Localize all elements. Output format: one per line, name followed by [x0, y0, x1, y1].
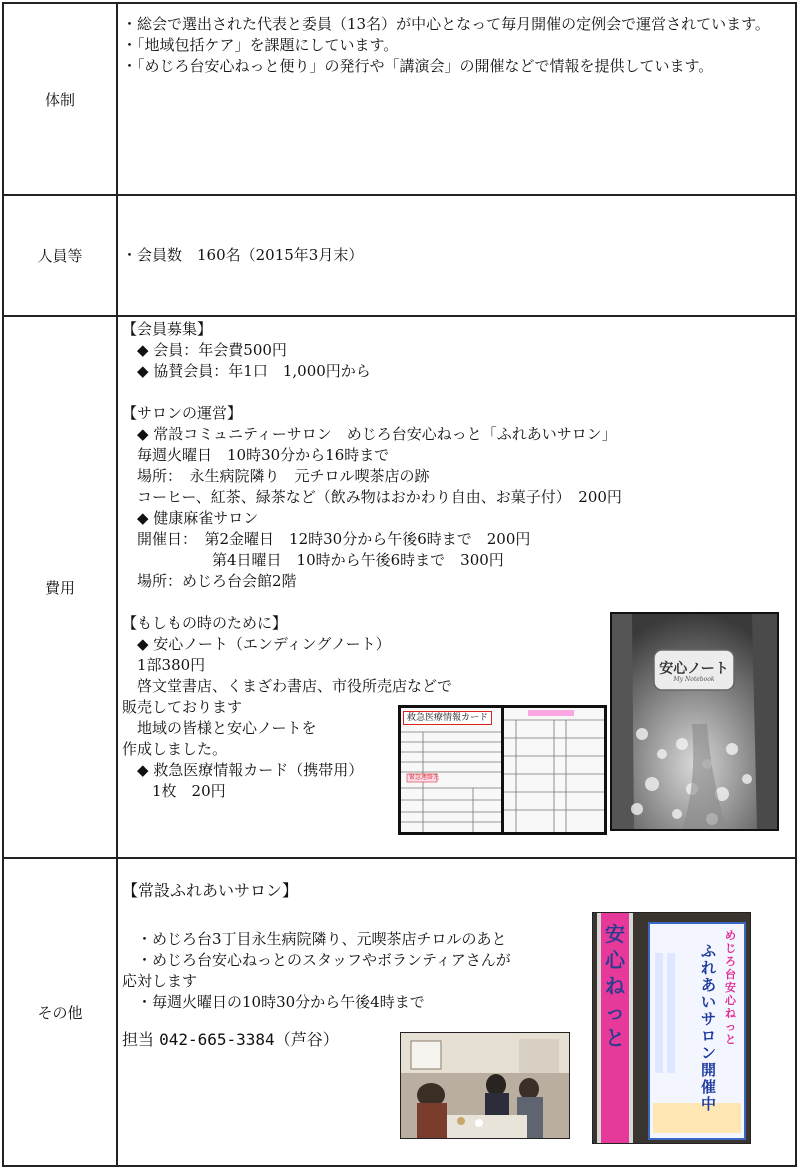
taisei-line: ・「地域包括ケア」を課題にしています。: [122, 36, 399, 54]
row-sonota: [3, 858, 796, 1166]
hiyou-line: [122, 592, 795, 613]
label-sonota: その他: [3, 858, 117, 1166]
taisei-line: ・「めじろ台安心ねっと便り」の発行や「講演会」の開催などで情報を提供しています。: [122, 57, 714, 75]
hiyou-line: 地域の皆様と安心ノートを: [122, 719, 317, 737]
card-contact-label: 緊急連絡先: [409, 774, 440, 781]
taisei-text: [118, 4, 795, 77]
hiyou-line: 開催日： 第2金曜日 12時30分から午後6時まで 200円: [122, 530, 531, 548]
hiyou-line: 場所： 永生病院隣り 元チロル喫茶店の跡: [122, 467, 430, 485]
note-cover-graphic: [612, 614, 777, 829]
anshin-note-image: [610, 612, 779, 831]
sonota-line: 応対します: [122, 972, 198, 990]
sonota-line: ・毎週火曜日の10時30分から午後4時まで: [122, 993, 425, 1011]
contact-prefix: 担当: [122, 1030, 160, 1049]
contact-phone: 042-665-3384: [159, 1030, 275, 1049]
contact-name: （芦谷）: [274, 1030, 339, 1049]
hiyou-line: 毎週火曜日 10時30分から16時まで: [122, 446, 390, 464]
hiyou-line: 作成しました。: [122, 740, 228, 758]
hiyou-line: ◆ 健康麻雀サロン: [122, 509, 259, 527]
emergency-card-back-image: [501, 705, 607, 835]
hiyou-line: 場所：めじろ台会館2階: [122, 572, 297, 590]
banner-text: 安心ねっと: [605, 922, 625, 1050]
label-taisei: 体制: [3, 3, 117, 195]
row-jinin: [3, 195, 796, 316]
sonota-heading: 【常設ふれあいサロン】: [122, 881, 299, 900]
hiyou-line: 【サロンの運営】: [122, 404, 243, 422]
card-title: 救急医療情報カード: [403, 711, 492, 725]
card-back-graphic: [504, 708, 604, 832]
hiyou-line: 第4日曜日 10時から午後6時まで 300円: [122, 551, 504, 569]
content-taisei: [117, 3, 796, 195]
hiyou-line: コーヒー、紅茶、緑茶など（飲み物はおかわり自由、お菓子付） 200円: [122, 488, 622, 506]
sonota-line: ・めじろ台3丁目永生病院隣り、元喫茶店チロルのあと: [122, 930, 507, 948]
hiyou-line: ◆ 安心ノート（エンディングノート）: [122, 635, 391, 653]
content-sonota: [117, 858, 796, 1166]
note-title: 安心ノート: [659, 661, 729, 677]
sign-main-text: ふれあいサロン開催中: [701, 942, 717, 1113]
note-subtitle: My Notebook: [673, 676, 715, 683]
content-hiyou: [117, 316, 796, 858]
row-taisei: [3, 3, 796, 195]
hiyou-line: 【もしもの時のために】: [122, 614, 288, 632]
hiyou-line: 販売しております: [122, 698, 243, 716]
sonota-line: ・めじろ台安心ねっとのスタッフやボランティアさんが: [122, 951, 511, 969]
hiyou-line: ◆ 救急医療情報カード（携帯用）: [122, 761, 364, 779]
hiyou-line: ◆ 会員：年会費500円: [122, 341, 287, 359]
emergency-card-image: [398, 705, 504, 835]
salon-photo: [400, 1032, 570, 1139]
label-jinin: 人員等: [3, 195, 117, 316]
salon-photo-graphic: [401, 1033, 569, 1138]
jinin-text: ・会員数 160名（2015年3月末）: [122, 246, 364, 264]
info-table: [2, 2, 797, 1167]
salon-sign-photo: [592, 912, 751, 1144]
sign-top-text: めじろ台安心ねっと: [725, 929, 736, 1046]
hiyou-line: 【会員募集】: [122, 320, 213, 338]
hiyou-line: 啓文堂書店、くまざわ書店、市役所売店などで: [122, 677, 453, 695]
hiyou-line: [122, 382, 795, 403]
hiyou-line: 1枚 20円: [122, 782, 226, 800]
label-hiyou: 費用: [3, 316, 117, 858]
taisei-line: ・総会で選出された代表と委員（13名）が中心となって毎月開催の定例会で運営されています。: [122, 15, 770, 33]
hiyou-line: ◆ 協賛会員：年1口 1,000円から: [122, 362, 371, 380]
row-hiyou: [3, 316, 796, 858]
hiyou-line: 1部380円: [122, 656, 206, 674]
content-jinin: [117, 195, 796, 316]
card-form-graphic: [401, 708, 501, 832]
hiyou-line: ◆ 常設コミュニティーサロン めじろ台安心ねっと「ふれあいサロン」: [122, 425, 617, 443]
